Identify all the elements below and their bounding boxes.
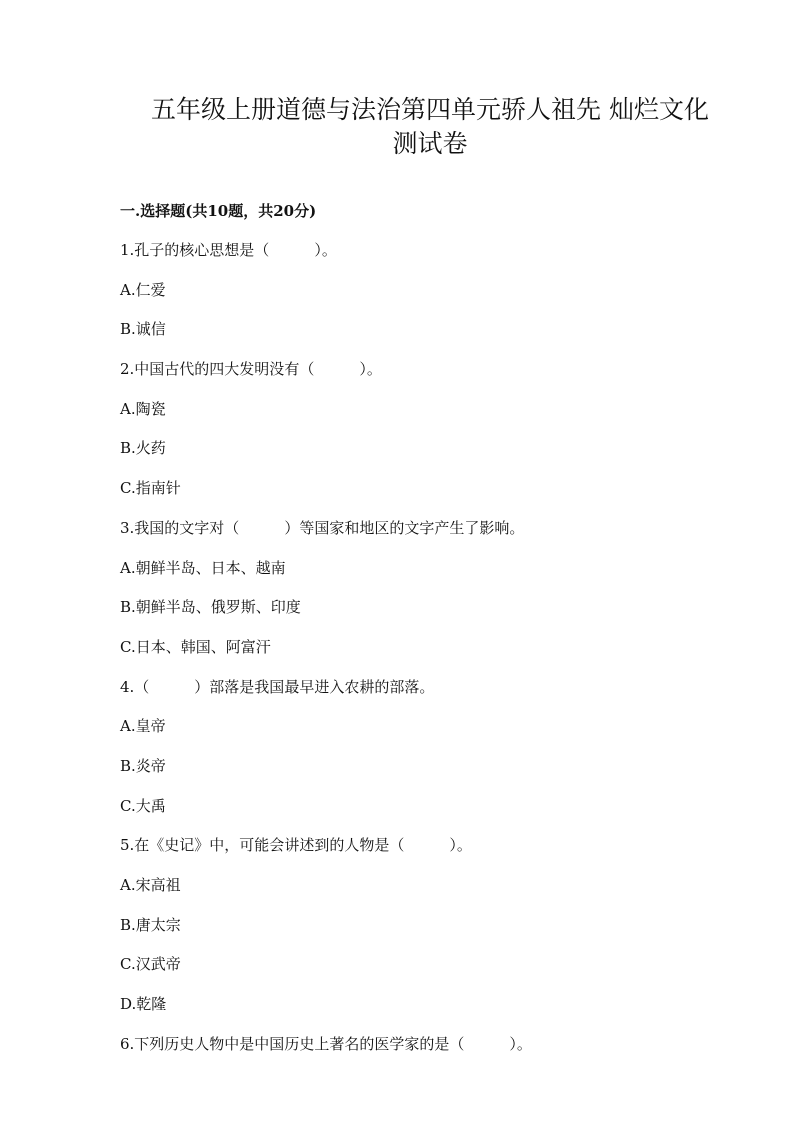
question-stem: 3.我国的文字对（ ）等国家和地区的文字产生了影响。 <box>120 518 525 537</box>
line-spacer <box>120 816 740 836</box>
line-spacer <box>120 617 740 637</box>
line-spacer <box>120 776 740 796</box>
line-spacer <box>120 300 740 320</box>
line-spacer <box>120 379 740 399</box>
line-spacer <box>120 935 740 955</box>
line-spacer <box>120 458 740 478</box>
answer-option: B.炎帝 <box>120 756 166 775</box>
title-line-2: 测试卷 <box>392 129 468 158</box>
answer-option: A.皇帝 <box>120 717 166 736</box>
answer-option: B.朝鲜半岛、俄罗斯、印度 <box>120 598 301 617</box>
answer-option: B.诚信 <box>120 320 166 339</box>
line-spacer <box>120 419 740 439</box>
answer-option: C.大禹 <box>120 796 166 815</box>
line-spacer <box>120 1014 740 1034</box>
line-spacer <box>120 260 740 280</box>
line-spacer <box>120 657 740 677</box>
line-spacer <box>120 736 740 756</box>
line-spacer <box>120 895 740 915</box>
line-spacer <box>120 538 740 558</box>
line-spacer <box>120 697 740 717</box>
answer-option: D.乾隆 <box>120 995 167 1014</box>
answer-option: A.陶瓷 <box>120 399 166 418</box>
answer-option: A.仁爱 <box>120 280 166 299</box>
section-heading: 一.选择题(共10题，共20分) <box>120 202 317 220</box>
line-spacer <box>120 498 740 518</box>
answer-option: C.汉武帝 <box>120 955 181 974</box>
answer-option: B.唐太宗 <box>120 915 181 934</box>
answer-option: C.日本、韩国、阿富汗 <box>120 637 271 656</box>
page-title <box>60 0 800 161</box>
answer-option: C.指南针 <box>120 479 181 498</box>
answer-option: B.火药 <box>120 439 166 458</box>
question-list <box>120 240 740 1054</box>
answer-option: A.朝鲜半岛、日本、越南 <box>120 558 286 577</box>
question-stem: 6.下列历史人物中是中国历史上著名的医学家的是（ ）。 <box>120 1034 532 1053</box>
line-spacer <box>120 578 740 598</box>
title-line-1: 五年级上册道德与法治第四单元骄人祖先 灿烂文化 <box>151 95 709 124</box>
question-stem: 5.在《史记》中，可能会讲述到的人物是（ ）。 <box>120 836 472 855</box>
question-stem: 1.孔子的核心思想是（ ）。 <box>120 241 337 259</box>
line-spacer <box>120 855 740 875</box>
question-stem: 2.中国古代的四大发明没有（ ）。 <box>120 360 382 379</box>
question-stem: 4.（ ）部落是我国最早进入农耕的部落。 <box>120 677 435 696</box>
line-spacer <box>120 339 740 359</box>
answer-option: A.宋高祖 <box>120 876 181 894</box>
line-spacer <box>120 974 740 994</box>
